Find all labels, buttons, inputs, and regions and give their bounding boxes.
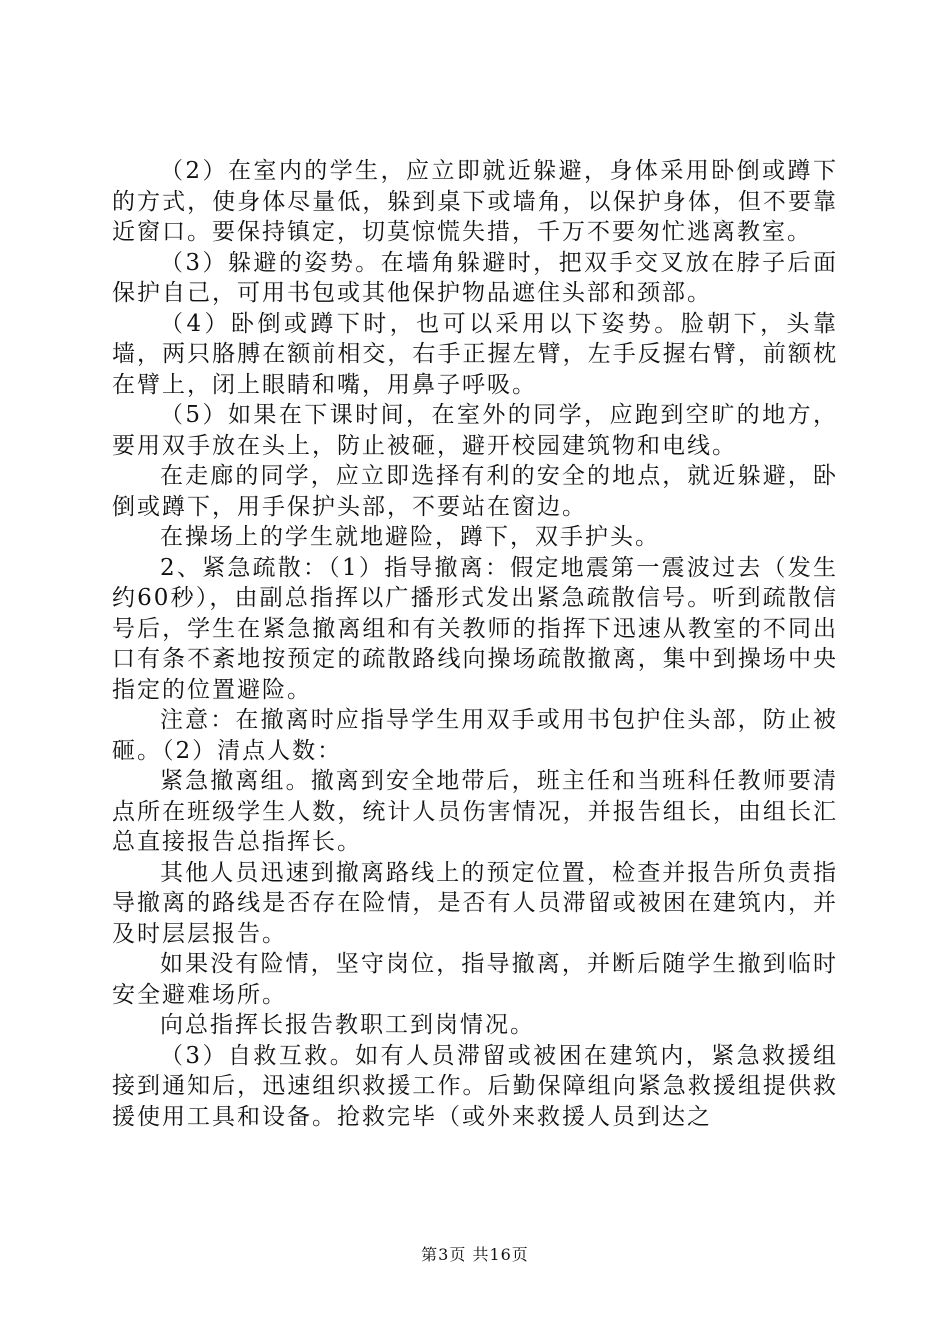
paragraph: 注意：在撤离时应指导学生用双手或用书包护住头部，防止被砸。（2）清点人数： xyxy=(112,707,838,764)
page-number-footer: 第3页 共16页 xyxy=(421,1245,529,1264)
paragraph: 在操场上的学生就地避险，蹲下，双手护头。 xyxy=(160,524,660,550)
paragraph: 2、紧急疏散：（1）指导撤离：假定地震第一震波过去（发生约60秒），由副总指挥以广播形式发出紧急疏散信号。听到疏散信号后，学生在紧急撤离组和有关教师的指挥下迅速从教室的不同出口有条不紊地按预定的疏散路线向操场疏散撤离，集中到操场中央指定的位置避险。 xyxy=(112,554,838,703)
paragraph: （2）在室内的学生，应立即就近躲避，身体采用卧倒或蹲下的方式，使身体尽量低，躲到桌下或墙角，以保护身体，但不要靠近窗口。要保持镇定，切莫惊慌失措，千万不要匆忙逃离教室。 xyxy=(112,158,838,245)
paragraph: （5）如果在下课时间，在室外的同学，应跑到空旷的地方，要用双手放在头上，防止被砸，避开校园建筑物和电线。 xyxy=(112,402,838,459)
paragraph: （4）卧倒或蹲下时，也可以采用以下姿势。脸朝下，头靠墙，两只胳膊在额前相交，右手正握左臂，左手反握右臂，前额枕在臂上，闭上眼睛和嘴，用鼻子呼吸。 xyxy=(112,310,838,398)
paragraph: （3）躲避的姿势。在墙角躲避时，把双手交叉放在脖子后面保护自己，可用书包或其他保护物品遮住头部和颈部。 xyxy=(112,249,838,306)
paragraph: 紧急撤离组。撤离到安全地带后，班主任和当班科任教师要清点所在班级学生人数，统计人员伤害情况，并报告组长，由组长汇总直接报告总指挥长。 xyxy=(112,768,838,855)
paragraph: 在走廊的同学，应立即选择有利的安全的地点，就近躲避，卧倒或蹲下，用手保护头部，不要站在窗边。 xyxy=(112,463,838,520)
document-body xyxy=(112,156,838,1132)
paragraph: （3）自救互救。如有人员滞留或被困在建筑内，紧急救援组接到通知后，迅速组织救援工作。后勤保障组向紧急救援组提供救援使用工具和设备。抢救完毕（或外来救援人员到达之 xyxy=(112,1042,838,1130)
paragraph: 其他人员迅速到撤离路线上的预定位置，检查并报告所负责指导撤离的路线是否存在险情，是否有人员滞留或被困在建筑内，并及时层层报告。 xyxy=(112,859,838,947)
paragraph: 向总指挥长报告教职工到岗情况。 xyxy=(160,1012,535,1038)
paragraph: 如果没有险情，坚守岗位，指导撤离，并断后随学生撤到临时安全避难场所。 xyxy=(112,951,838,1008)
